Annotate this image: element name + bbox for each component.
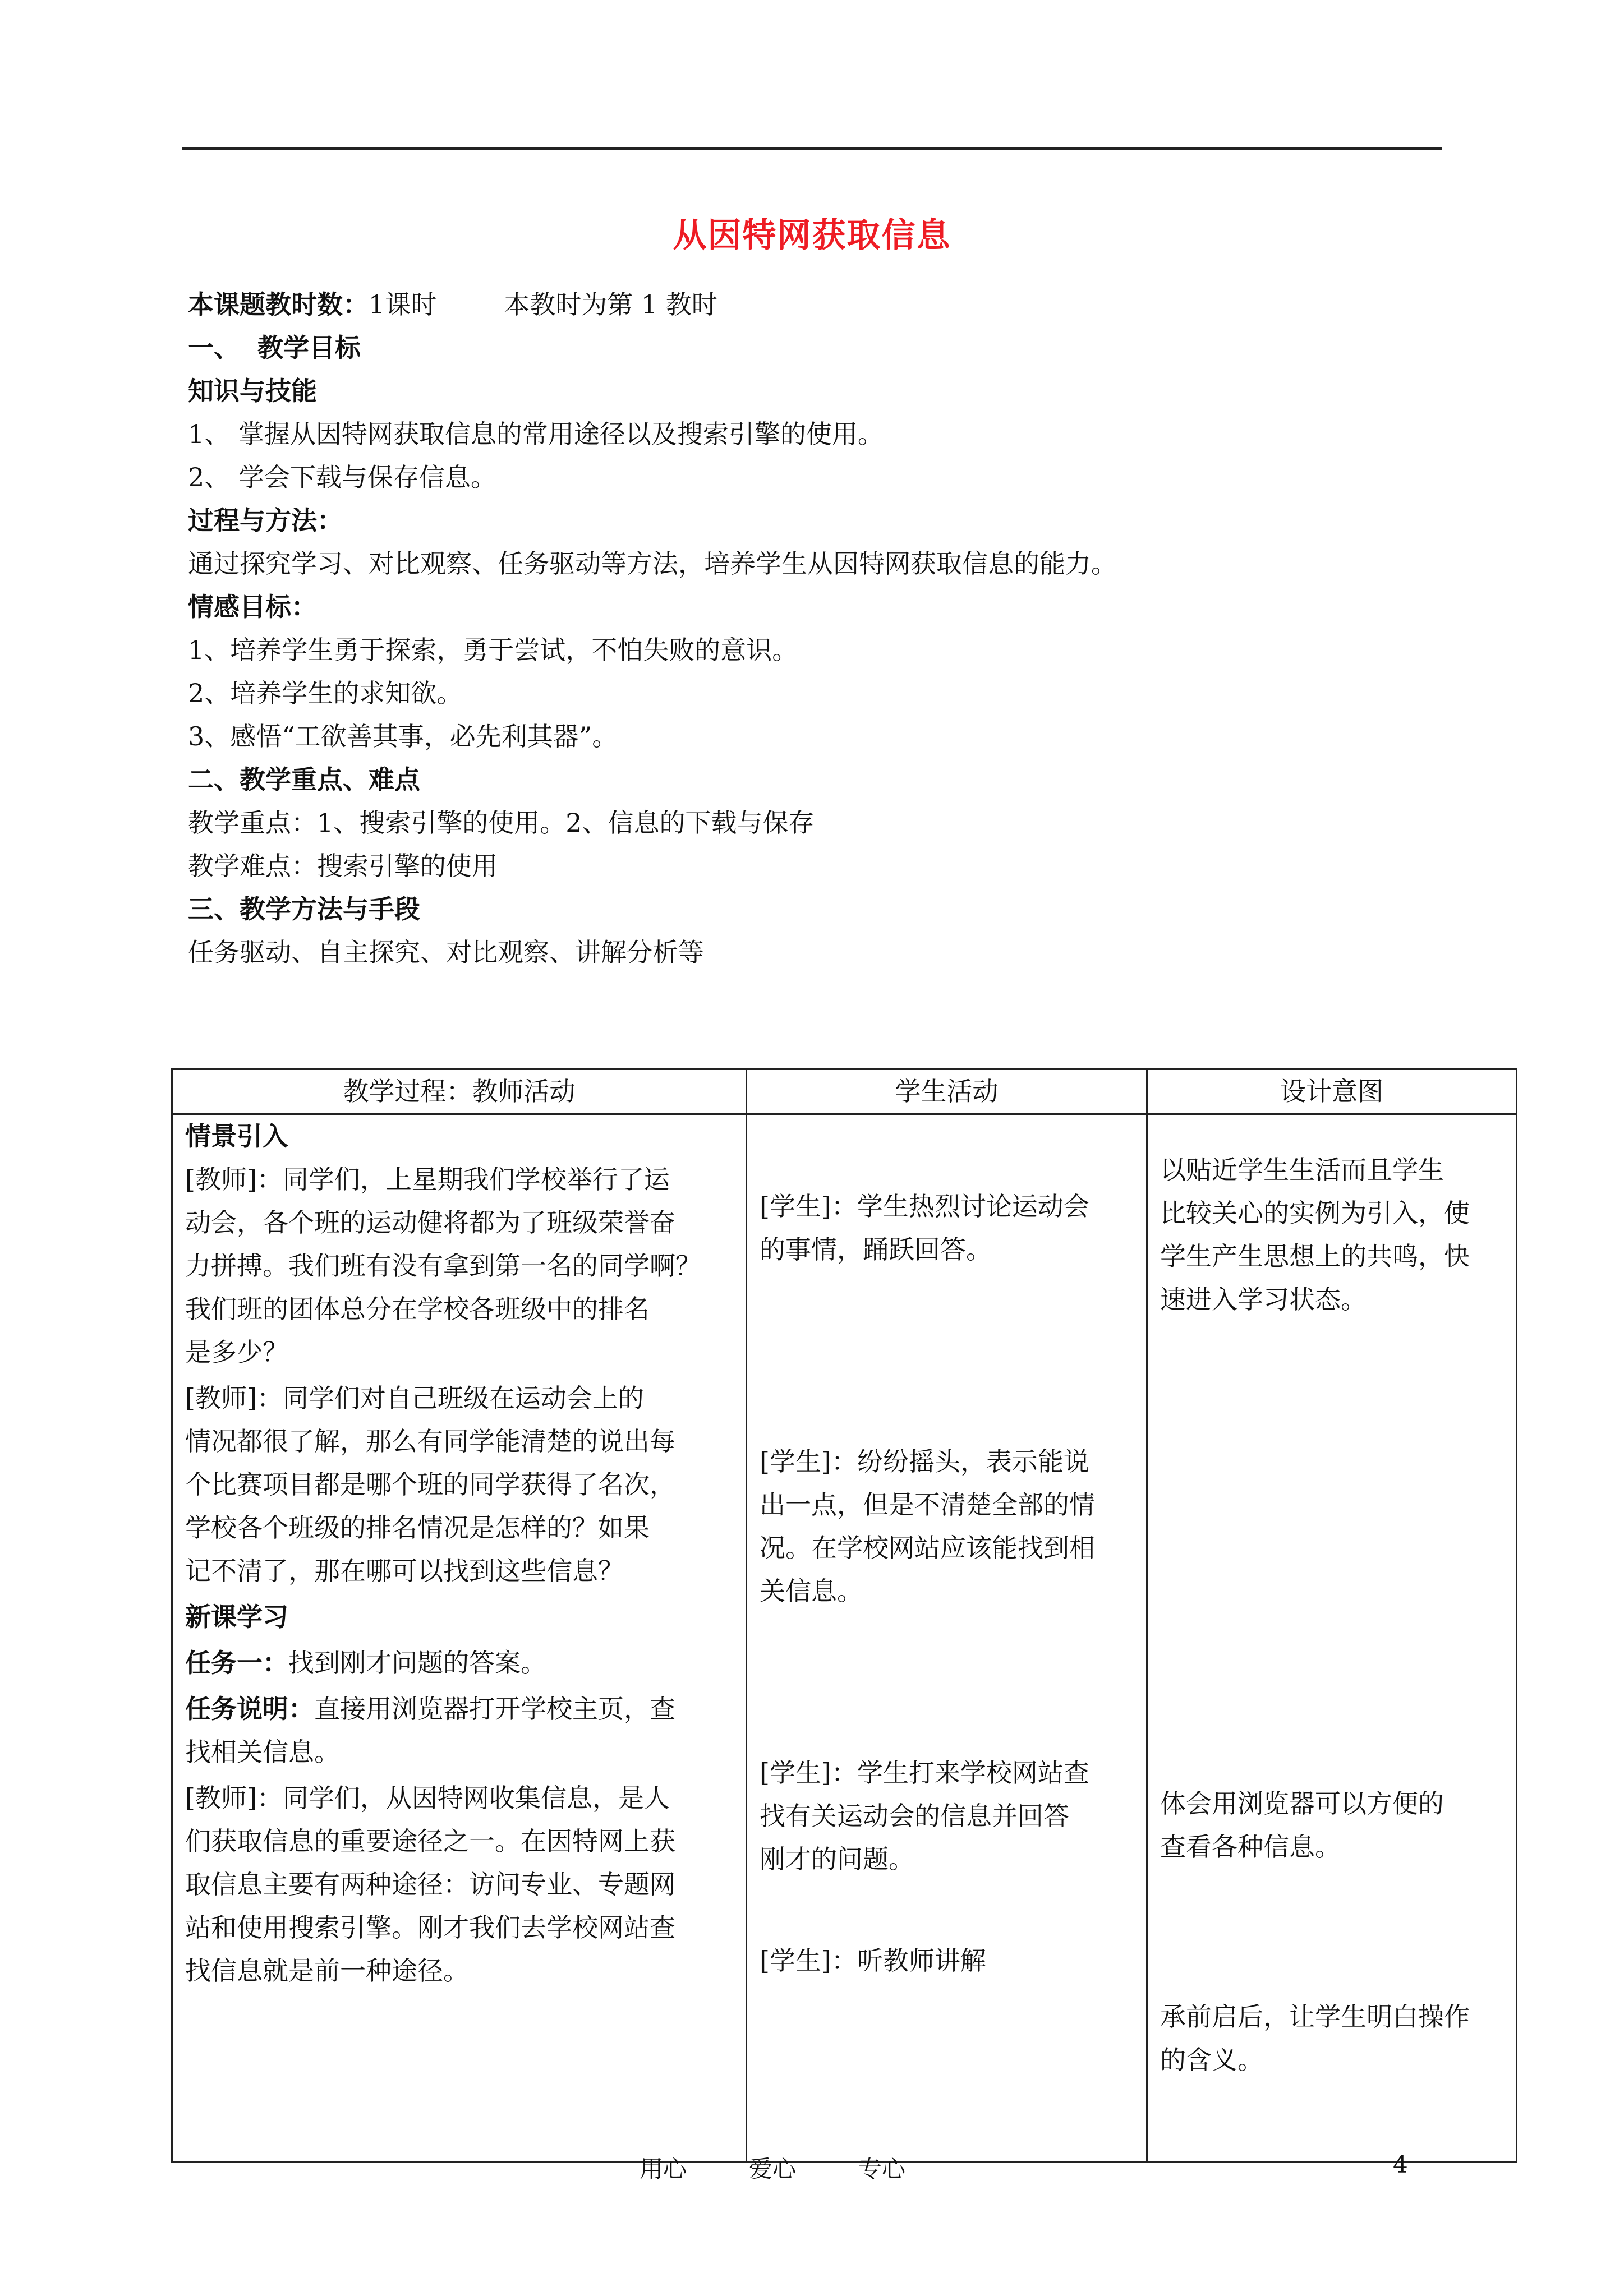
intro-heading: 情景引入 [185,1121,288,1151]
emotion-item: 2、培养学生的求知欲。 [188,678,463,708]
design-intent-2: 体会用浏览器可以方便的 查看各种信息。 [1160,1788,1444,1862]
hours-label: 本课题教时数： [188,289,369,320]
table-row [172,1114,1517,2162]
student-activity-4: [学生]：听教师讲解 [760,1945,986,1976]
methods-text: 任务驱动、自主探究、对比观察、讲解分析等 [188,937,704,967]
process-text: 通过探究学习、对比观察、任务驱动等方法，培养学生从因特网获取信息的能力。 [188,548,1117,579]
hours-line [188,283,1444,326]
knowledge-item: 1、 掌握从因特网获取信息的常用途径以及搜索引擎的使用。 [188,419,884,449]
header-student: 学生活动 [747,1069,1147,1114]
teacher-p3: [教师]：同学们，从因特网收集信息，是人 们获取信息的重要途径之一。在因特网上获 取信息主要有两种途径：访问专业、专题网 站和使用搜索引擎。刚才我们去学校网站查 找信息就是前一种途径。 [185,1783,675,1986]
page-number: 4 [1393,2151,1408,2178]
header-teacher: 教学过程：教师活动 [172,1069,747,1114]
footer-word: 用心 [640,2155,687,2183]
emotion-heading: 情感目标： [188,592,317,622]
key-points: 教学重点：1、搜索引擎的使用。2、信息的下载与保存 [188,808,815,838]
design-cell [1147,1114,1517,2162]
document-title: 从因特网获取信息 [673,216,951,255]
design-intent-1: 以贴近学生生活而且学生 比较关心的实例为引入，使 学生产生思想上的共鸣，快 速进入学习状态。 [1160,1155,1470,1315]
hours-count: 1课时 [369,289,437,320]
task1-line: 任务一：找到刚才问题的答案。 [185,1648,546,1678]
footer-word: 爱心 [749,2155,797,2183]
knowledge-heading: 知识与技能 [188,376,317,406]
section-2-heading: 二、教学重点、难点 [188,764,420,795]
design-intent-3: 承前启后，让学生明白操作 的含义。 [1160,2002,1470,2075]
lesson-table [171,1068,1517,2163]
emotion-item: 1、培养学生勇于探索，勇于尝试，不怕失败的意识。 [188,635,798,665]
header-design: 设计意图 [1147,1069,1517,1114]
student-activity-2: [学生]：纷纷摇头，表示能说 出一点，但是不清楚全部的情 况。在学校网站应该能找到相 关信息。 [760,1446,1095,1606]
footer-word: 专心 [858,2155,906,2183]
task1-desc: 任务说明：直接用浏览器打开学校主页，查 找相关信息。 [185,1694,675,1767]
knowledge-item: 2、 学会下载与保存信息。 [188,462,496,492]
new-lesson-heading: 新课学习 [185,1602,288,1632]
teacher-cell [172,1114,747,2162]
emotion-item: 3、感悟“工欲善其事，必先利其器”。 [188,721,618,751]
student-cell [747,1114,1147,2162]
section-1-heading: 一、 教学目标 [188,333,361,363]
process-heading: 过程与方法： [188,505,343,536]
teacher-p2: [教师]：同学们对自己班级在运动会上的 情况都很了解，那么有同学能清楚的说出每 个比赛项目都是哪个班的同学获得了名次， 学校各个班级的排名情况是怎样的？如果 记不清了，那在哪可以找到这些信息？ [185,1383,675,1586]
student-activity-3: [学生]：学生打来学校网站查 找有关运动会的信息并回答 刚才的问题。 [760,1758,1089,1874]
section-3-heading: 三、教学方法与手段 [188,894,420,924]
student-activity-1: [学生]：学生热烈讨论运动会 的事情，踊跃回答。 [760,1191,1089,1265]
table-header-row [172,1069,1517,1114]
hours-current: 本教时为第 1 教时 [504,289,717,320]
document-body [188,283,1444,974]
header-rule [182,147,1442,150]
teacher-p1: [教师]：同学们，上星期我们学校举行了运 动会，各个班的运动健将都为了班级荣誉奋 力拼搏。我们班有没有拿到第一名的同学啊？ 我们班的团体总分在学校各班级中的排名 是多少？ [185,1164,701,1367]
difficult-points: 教学难点：搜索引擎的使用 [188,851,498,881]
